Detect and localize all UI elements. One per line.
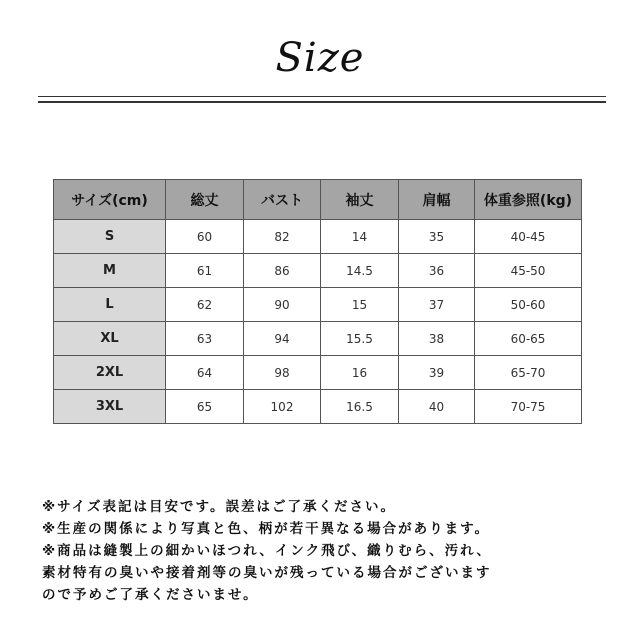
size-label: 3XL xyxy=(54,390,166,424)
table-row xyxy=(54,288,582,322)
table-cell: 90 xyxy=(244,288,321,322)
table-row xyxy=(54,220,582,254)
table-cell: 45-50 xyxy=(475,254,582,288)
table-cell: 60-65 xyxy=(475,322,582,356)
table-cell: 15.5 xyxy=(321,322,399,356)
table-row xyxy=(54,254,582,288)
table-cell: 70-75 xyxy=(475,390,582,424)
size-label: 2XL xyxy=(54,356,166,390)
size-label: M xyxy=(54,254,166,288)
table-cell: 62 xyxy=(166,288,244,322)
table-cell: 63 xyxy=(166,322,244,356)
table-cell: 38 xyxy=(399,322,475,356)
header-length: 総丈 xyxy=(166,180,244,220)
table-row xyxy=(54,322,582,356)
note-line: ※生産の関係により写真と色、柄が若干異なる場合があります。 xyxy=(42,521,491,537)
table-cell: 37 xyxy=(399,288,475,322)
table-cell: 82 xyxy=(244,220,321,254)
table-cell: 16.5 xyxy=(321,390,399,424)
table-cell: 15 xyxy=(321,288,399,322)
note-line: 素材特有の臭いや接着剤等の臭いが残っている場合がございます xyxy=(42,565,492,581)
table-row xyxy=(54,390,582,424)
table-cell: 94 xyxy=(244,322,321,356)
note-line: ※サイズ表記は目安です。誤差はご了承ください。 xyxy=(42,499,396,515)
table-cell: 40 xyxy=(399,390,475,424)
size-label: XL xyxy=(54,322,166,356)
table-row xyxy=(54,356,582,390)
table-cell: 65-70 xyxy=(475,356,582,390)
table-cell: 36 xyxy=(399,254,475,288)
table-cell: 40-45 xyxy=(475,220,582,254)
note-line: ※商品は縫製上の細かいほつれ、インク飛び、織りむら、汚れ、 xyxy=(42,543,492,559)
table-cell: 35 xyxy=(399,220,475,254)
table-cell: 64 xyxy=(166,356,244,390)
table-cell: 50-60 xyxy=(475,288,582,322)
table-cell: 14 xyxy=(321,220,399,254)
title-divider-top xyxy=(38,96,606,97)
table-cell: 65 xyxy=(166,390,244,424)
table-cell: 39 xyxy=(399,356,475,390)
size-table xyxy=(53,179,582,424)
table-cell: 61 xyxy=(166,254,244,288)
header-sleeve: 袖丈 xyxy=(321,180,399,220)
table-cell: 16 xyxy=(321,356,399,390)
table-cell: 60 xyxy=(166,220,244,254)
header-shoulder: 肩幅 xyxy=(399,180,475,220)
page-title: Size xyxy=(275,35,365,81)
table-cell: 98 xyxy=(244,356,321,390)
size-label: S xyxy=(54,220,166,254)
table-cell: 102 xyxy=(244,390,321,424)
header-bust: バスト xyxy=(244,180,321,220)
table-cell: 86 xyxy=(244,254,321,288)
note-line: ので予めご了承くださいませ。 xyxy=(42,587,259,603)
title-divider-bottom xyxy=(38,101,606,103)
table-cell: 14.5 xyxy=(321,254,399,288)
header-weight: 体重参照(kg) xyxy=(475,180,582,220)
size-label: L xyxy=(54,288,166,322)
notes-block xyxy=(42,496,622,606)
table-header-row xyxy=(54,180,582,220)
header-size: サイズ(cm) xyxy=(54,180,166,220)
